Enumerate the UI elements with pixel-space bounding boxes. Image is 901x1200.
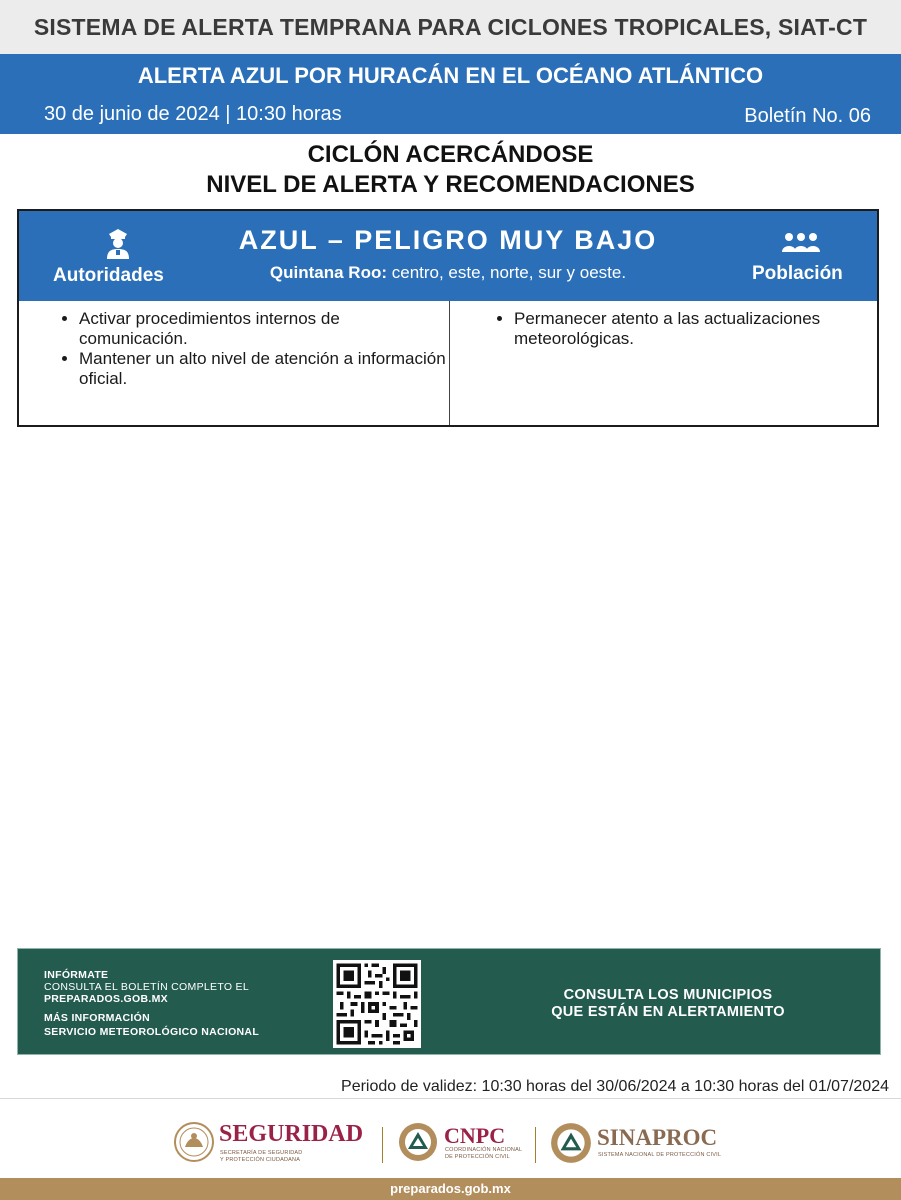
national-seal-icon xyxy=(173,1121,215,1163)
population-recommendations xyxy=(450,301,877,425)
region-state: Quintana Roo: xyxy=(269,263,388,282)
population-item: • Permanecer atento a las actualizaciones meteorológicas. xyxy=(514,309,877,349)
info-banner xyxy=(17,948,881,1055)
section-title xyxy=(0,140,901,200)
municipalities-cta[interactable] xyxy=(488,987,848,1021)
authorities-item: • Activar procedimientos internos de comunicación. xyxy=(79,309,449,349)
affected-region xyxy=(19,263,877,283)
alert-level-header xyxy=(19,211,877,301)
system-title: SISTEMA DE ALERTA TEMPRANA PARA CICLONES TROPICALES, SIAT-CT xyxy=(0,0,901,54)
sinaproc-emblem-icon xyxy=(549,1121,593,1165)
cnpc-subtext xyxy=(445,1147,522,1161)
seguridad-logo-text: SEGURIDAD xyxy=(219,1121,364,1147)
more-info-label: MÁS INFORMACIÓN xyxy=(44,1012,150,1024)
preparados-link[interactable]: PREPARADOS.GOB.MX xyxy=(44,993,168,1005)
authorities-item: • Mantener un alto nivel de atención a información oficial. xyxy=(79,349,449,389)
region-areas: centro, este, norte, sur y oeste. xyxy=(387,263,627,282)
logo-separator xyxy=(382,1127,383,1163)
smn-label: SERVICIO METEOROLÓGICO NACIONAL xyxy=(44,1026,260,1038)
qr-code[interactable] xyxy=(333,960,421,1048)
people-group-icon xyxy=(781,231,821,253)
population-label: Población xyxy=(752,263,843,284)
alert-header-band xyxy=(0,54,901,134)
footer-url[interactable]: preparados.gob.mx xyxy=(0,1178,901,1200)
logo-separator xyxy=(535,1127,536,1163)
institution-logos xyxy=(0,1115,901,1175)
alert-level-text: AZUL – PELIGRO MUY BAJO xyxy=(238,225,658,255)
cnpc-emblem-icon xyxy=(397,1121,439,1163)
sinaproc-subtext: SISTEMA NACIONAL DE PROTECCIÓN CIVIL xyxy=(598,1152,722,1158)
informate-label: INFÓRMATE xyxy=(44,969,109,981)
cnpc-logo-text: CNPC xyxy=(444,1123,506,1148)
validity-period: Periodo de validez: 10:30 horas del 30/06/2024 a 10:30 horas del 01/07/2024 xyxy=(341,1078,889,1095)
consult-bulletin-text: CONSULTA EL BOLETÍN COMPLETO EL xyxy=(44,981,249,993)
cnpc-sub-line2: DE PROTECCIÓN CIVIL xyxy=(445,1154,510,1160)
authorities-label: Autoridades xyxy=(53,265,164,286)
section-title-line1: CICLÓN ACERCÁNDOSE xyxy=(307,141,594,168)
alert-title: ALERTA AZUL POR HURACÁN EN EL OCÉANO ATLÁNTICO xyxy=(137,63,764,88)
alert-level-table xyxy=(17,209,879,427)
bulletin-number: Boletín No. 06 xyxy=(744,105,871,127)
seguridad-sub-line2: Y PROTECCIÓN CIUDADANA xyxy=(220,1157,301,1163)
cta-line1: CONSULTA LOS MUNICIPIOS xyxy=(563,987,773,1003)
seguridad-subtext xyxy=(220,1150,302,1164)
sinaproc-logo-text: SINAPROC xyxy=(597,1125,718,1150)
cnpc-sub-line1: COORDINACIÓN NACIONAL xyxy=(445,1147,523,1153)
section-title-line2: NIVEL DE ALERTA Y RECOMENDACIONES xyxy=(206,171,695,198)
authorities-recommendations xyxy=(19,301,450,425)
footer-divider xyxy=(0,1098,901,1099)
seguridad-sub-line1: SECRETARÍA DE SEGURIDAD xyxy=(220,1150,303,1156)
cta-line2: QUE ESTÁN EN ALERTAMIENTO xyxy=(551,1004,785,1020)
bulletin-date-time: 30 de junio de 2024 | 10:30 horas xyxy=(44,103,342,125)
